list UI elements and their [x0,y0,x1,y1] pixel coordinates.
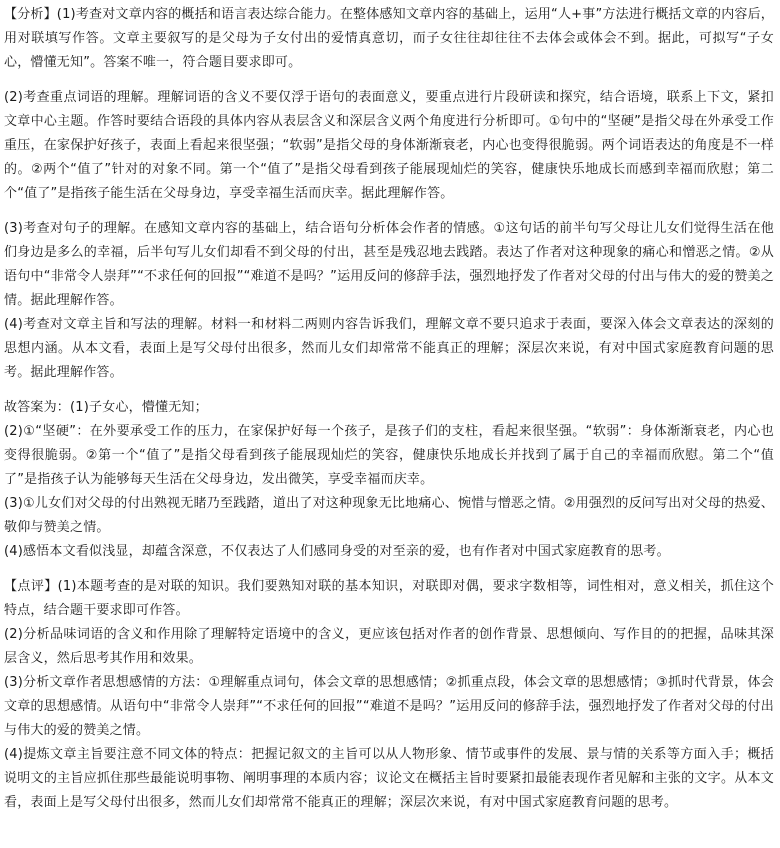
analysis-paragraph-2: (2)考查重点词语的理解。理解词语的含义不要仅浮于语句的表面意义，要重点进行片段研读和探究，结合语境，联系上下文，紧扣文章中心主题。作答时要结合语段的具体内容从表层含义和深层含义两个角度进行分析即可。①句中的“坚硬”是指父母在外承受工作重压，在家保护好孩子，表面上看起来很坚强；“软弱”是指父母的身体渐渐衰老，内心也变得很脆弱。两个词语表达的角度是不一样的。②两个“值了”针对的对象不同。第一个“值了”是指父母看到孩子能展现灿烂的笑容，健康快乐地成长而感到幸福而欣慰；第二个“值了”是指孩子能生活在父母身边，享受幸福生活而庆幸。据此理解作答。 [4,90,774,201]
answer-section [4,396,774,564]
analysis-paragraph-4: (4)考查对文章主旨和写法的理解。材料一和材料二两则内容告诉我们，理解文章不要只追求于表面，要深入体会文章表达的深刻的思想内涵。从本文看，表面上是写父母付出很多，然而儿女们却常常不能真正的理解；深层次来说，有对中国式家庭教育问题的思考。据此理解作答。 [4,317,774,380]
analysis-paragraph-1: 【分析】(1)考查对文章内容的概括和语言表达综合能力。在整体感知文章内容的基础上，运用“人+事”方法进行概括文章的内容后，用对联填写作答。文章主要叙写的是父母为子女付出的爱情真意切，而子女往往却往往不去体会或体会不到。据此，可拟写“子女心，懵懂无知”。答案不唯一，符合题目要求即可。 [4,7,774,70]
analysis-paragraph-3: (3)考查对句子的理解。在感知文章内容的基础上，结合语句分析体会作者的情感。①这句话的前半句写父母让儿女们觉得生活在他们身边是多么的幸福，后半句写儿女们却看不到父母的付出，甚至是残忍地去践踏。表达了作者对这种现象的痛心和憎恶之情。②从语句中“非常令人崇拜”“不求任何的回报”“难道不是吗？”运用反问的修辞手法，强烈地抒发了作者对父母的付出与伟大的爱的赞美之情。据此理解作答。 [4,221,774,308]
answer-line-1: 故答案为：(1)子女心，懵懂无知； [4,400,208,415]
comment-paragraph-1: 【点评】(1)本题考查的是对联的知识。我们要熟知对联的基本知识，对联即对偶，要求字数相等，词性相对，意义相关，抓住这个特点，结合题干要求即可作答。 [4,579,774,618]
comment-paragraph-4: (4)提炼文章主旨要注意不同文体的特点：把握记叙文的主旨可以从人物形象、情节或事件的发展、景与情的关系等方面入手；概括说明文的主旨应抓住那些最能说明事物、阐明事理的本质内容；议论文在概括主旨时要紧扣最能表现作者见解和主张的文字。从本文看，表面上是写父母付出很多，然而儿女们却常常不能真正的理解；深层次来说，有对中国式家庭教育问题的思考。 [4,747,774,810]
answer-line-2: (2)①“坚硬”：在外要承受工作的压力，在家保护好每一个孩子，是孩子们的支柱，看起来很坚强。“软弱”：身体渐渐衰老，内心也变得很脆弱。②第一个“值了”是指父母看到孩子能展现灿烂的笑容，健康快乐地成长并找到了属于自己的幸福而欣慰。第二个“值了”是指孩子认为能够每天生活在父母身边，发出微笑，享受幸福而庆幸。 [4,424,774,487]
comment-paragraph-3: (3)分析文章作者思想感情的方法：①理解重点词句，体会文章的思想感情；②抓重点段，体会文章的思想感情；③抓时代背景，体会文章的思想感情。从语句中“非常令人崇拜”“不求任何的回报”“难道不是吗？”运用反问的修辞手法，强烈地抒发了作者对父母的付出与伟大的爱的赞美之情。 [4,675,774,738]
comment-section [4,575,774,815]
answer-line-3: (3)①儿女们对父母的付出熟视无睹乃至践踏，道出了对这种现象无比地痛心、惋惜与憎恶之情。②用强烈的反问写出对父母的热爱、敬仰与赞美之情。 [4,496,774,535]
comment-paragraph-2: (2)分析品味词语的含义和作用除了理解特定语境中的含义，更应该包括对作者的创作背景、思想倾向、写作目的的把握，品味其深层含义，然后思考其作用和效果。 [4,627,774,666]
answer-line-4: (4)感悟本文看似浅显，却蕴含深意，不仅表达了人们感同身受的对至亲的爱，也有作者对中国式家庭教育的思考。 [4,544,670,559]
analysis-section [4,3,774,385]
